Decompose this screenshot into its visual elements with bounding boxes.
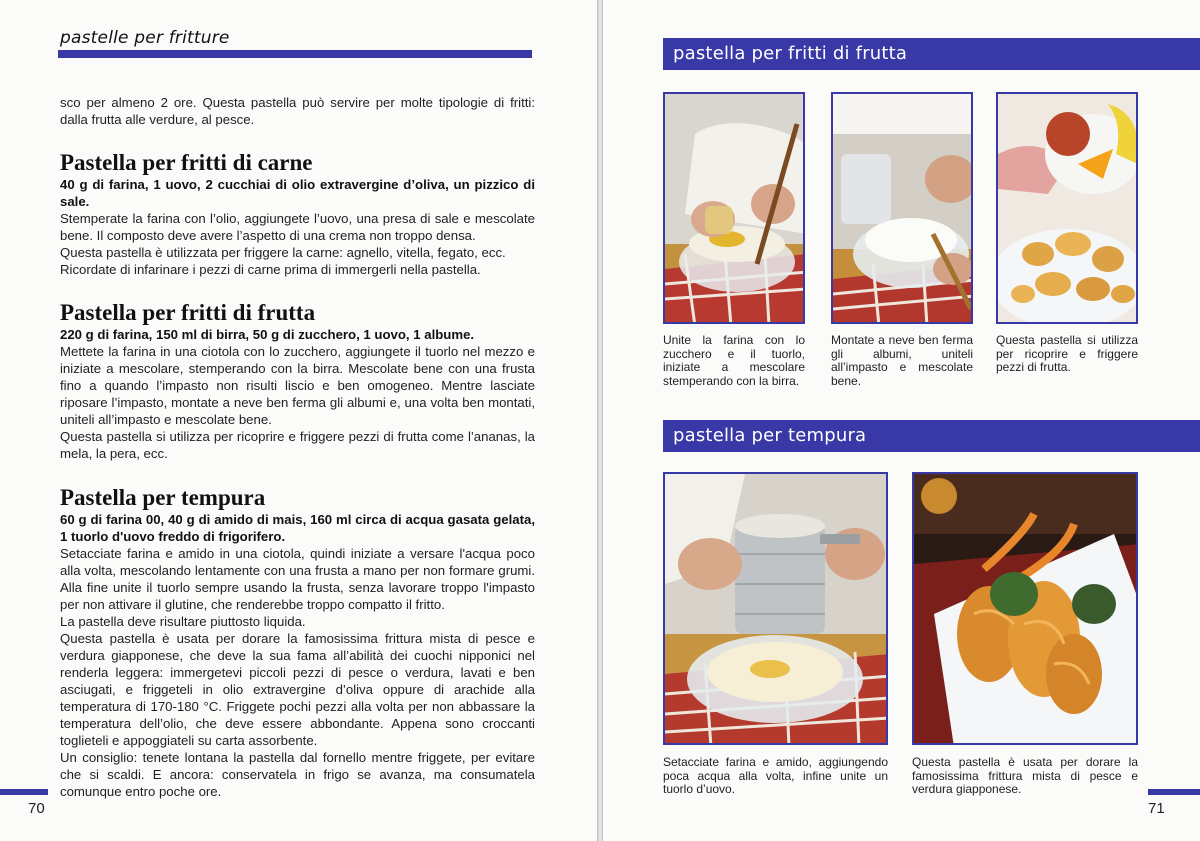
caption-sifting-flour: Setacciate farina e amido, aggiungendo poca acqua alla volta, infine unite un tuorlo d’uovo. bbox=[663, 755, 888, 796]
running-head-rule bbox=[58, 50, 532, 58]
recipe-paragraph: Un consiglio: tenete lontana la pastella dal fornello mentre friggete, per evitare che si scaldi. E ancora: conservatela in frigo se avanza, ma consumatela comunque entro poche ore. bbox=[60, 750, 535, 799]
recipe-ingredients: 40 g di farina, 1 uovo, 2 cucchiai di olio extravergine d’oliva, un pizzico di sale. bbox=[60, 177, 535, 209]
recipe-paragraph: Stemperate la farina con l’olio, aggiungete l’uovo, una presa di sale e mescolate bene. Il composto deve avere l’aspetto di una crema non troppo densa. bbox=[60, 211, 535, 243]
page-number: 71 bbox=[1148, 800, 1165, 817]
recipe-paragraph: Ricordate di infarinare i pezzi di carne prima di immergerli nella pastella. bbox=[60, 262, 481, 277]
recipe-title: Pastella per tempura bbox=[60, 485, 266, 510]
recipe-title: Pastella per fritti di frutta bbox=[60, 300, 316, 325]
recipe-frutta bbox=[60, 300, 535, 462]
section-band-frutta bbox=[663, 38, 1200, 70]
section-title: pastella per fritti di frutta bbox=[673, 43, 908, 64]
intro-text bbox=[60, 94, 535, 128]
left-page bbox=[0, 0, 597, 841]
page-corner-bar bbox=[0, 789, 48, 795]
recipe-paragraph: Questa pastella è utilizzata per friggere la carne: agnello, vitella, fegato, ecc. bbox=[60, 245, 506, 260]
page-number: 70 bbox=[28, 800, 45, 817]
running-head: pastelle per fritture bbox=[60, 28, 230, 48]
photo-tempura bbox=[912, 472, 1138, 745]
recipe-paragraph: Mettete la farina in una ciotola con lo zucchero, aggiungete il tuorlo nel mezzo e iniziate a mescolare, stemperando con la birra. Mescolate bene con una frusta fino a quando l’impasto non risulti liscio e ben omogeneo. Mentre lasciate riposare l’impasto, montate a neve ben ferma gli albumi e, una volta ben montati, uniteli all’impasto e mescolate bene. bbox=[60, 344, 535, 427]
photo-mixing-batter bbox=[663, 92, 805, 324]
section-title: pastella per tempura bbox=[673, 425, 867, 446]
recipe-paragraph: Questa pastella si utilizza per ricoprire e friggere pezzi di frutta come l’ananas, la mela, la pera, ecc. bbox=[60, 429, 535, 461]
caption-mixing-batter: Unite la farina con lo zucchero e il tuorlo, iniziate a mescolare stemperando con la birra. bbox=[663, 333, 805, 388]
recipe-paragraph: Setacciate farina e amido in una ciotola, quindi iniziate a versare l'acqua poco alla volta, mescolando lentamente con una frusta a mano per non formare grumi. Alla fine unite il tuorlo sempre usando la frusta, senza lavorare troppo l'impasto per non attivare il glutine, che renderebbe troppo compatto il fritto. bbox=[60, 546, 535, 612]
recipe-title: Pastella per fritti di carne bbox=[60, 150, 313, 175]
caption-tempura: Questa pastella è usata per dorare la famosissima frittura mista di pesce e verdura giapponese. bbox=[912, 755, 1138, 796]
recipe-tempura bbox=[60, 485, 535, 800]
recipe-carne bbox=[60, 150, 535, 278]
section-band-tempura bbox=[663, 420, 1200, 452]
photo-sifting-flour bbox=[663, 472, 888, 745]
intro-paragraph: sco per almeno 2 ore. Questa pastella può servire per molte tipologie di fritti: dalla frutta alle verdure, al pesce. bbox=[60, 95, 535, 127]
recipe-paragraph: La pastella deve risultare piuttosto liquida. bbox=[60, 614, 306, 629]
caption-egg-whites: Montate a neve ben ferma gli albumi, uniteli all’impasto e mescolate bene. bbox=[831, 333, 973, 388]
caption-fried-fruit: Questa pastella si utilizza per ricoprire e friggere pezzi di frutta. bbox=[996, 333, 1138, 374]
recipe-paragraph: Questa pastella è usata per dorare la famosissima frittura mista di pesce e verdura giapponese, che deve la sua fama all’abilità dei cuochi nipponici nel renderla leggera: immergetevi piccoli pezzi di pesce o verdura, lavati e ben asciugati, e friggeteli in olio extravergine d’oliva oppure di arachide alla temperatura di 170-180 °C. Friggete pochi pezzi alla volta per non abbassare la temperatura dell’olio, che deve essere abbondante. Appena sono croccanti toglieteli e appoggiateli su carta assorbente. bbox=[60, 631, 535, 748]
recipe-ingredients: 220 g di farina, 150 ml di birra, 50 g di zucchero, 1 uovo, 1 albume. bbox=[60, 327, 475, 342]
recipe-ingredients: 60 g di farina 00, 40 g di amido di mais, 160 ml circa di acqua gasata gelata, 1 tuorlo d'uovo freddo di frigorifero. bbox=[60, 512, 535, 544]
photo-egg-whites bbox=[831, 92, 973, 324]
right-page bbox=[603, 0, 1200, 841]
photo-fried-fruit bbox=[996, 92, 1138, 324]
page-corner-bar bbox=[1148, 789, 1200, 795]
